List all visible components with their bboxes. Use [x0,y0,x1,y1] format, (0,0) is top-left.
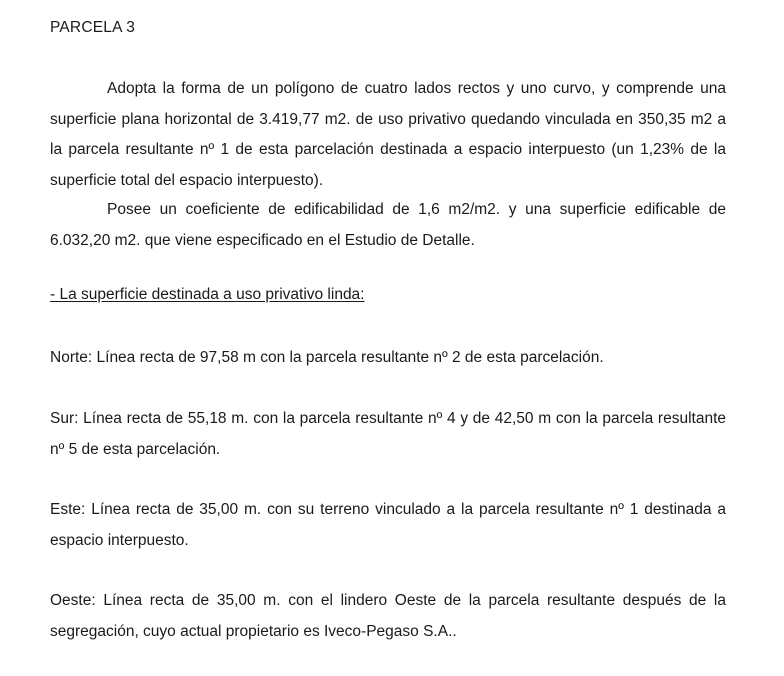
boundary-east: Este: Línea recta de 35,00 m. con su terreno vinculado a la parcela resultante nº 1 destinada a espacio interpuesto. [50,501,726,549]
parcel-title: PARCELA 3 [50,19,136,36]
boundaries-heading: - La superficie destinada a uso privativo linda: [50,286,365,303]
description-paragraph: Adopta la forma de un polígono de cuatro lados rectos y uno curvo, y comprende una superficie plana horizontal de 3.419,77 m2. de uso privativo quedando vinculada en 350,35 m2 a la parcela resultante nº 1 de esta parcelación destinada a espacio interpuesto (un 1,23% de la superficie total del espacio interpuesto). [50,80,726,189]
boundary-south: Sur: Línea recta de 55,18 m. con la parcela resultante nº 4 y de 42,50 m con la parcela resultante nº 5 de esta parcelación. [50,410,726,458]
boundary-west: Oeste: Línea recta de 35,00 m. con el lindero Oeste de la parcela resultante después de la segregación, cuyo actual propietario es Iveco-Pegaso S.A.. [50,592,726,640]
boundary-north: Norte: Línea recta de 97,58 m con la parcela resultante nº 2 de esta parcelación. [50,349,604,366]
buildability-paragraph: Posee un coeficiente de edificabilidad de 1,6 m2/m2. y una superficie edificable de 6.032,20 m2. que viene especificado en el Estudio de Detalle. [50,201,726,249]
